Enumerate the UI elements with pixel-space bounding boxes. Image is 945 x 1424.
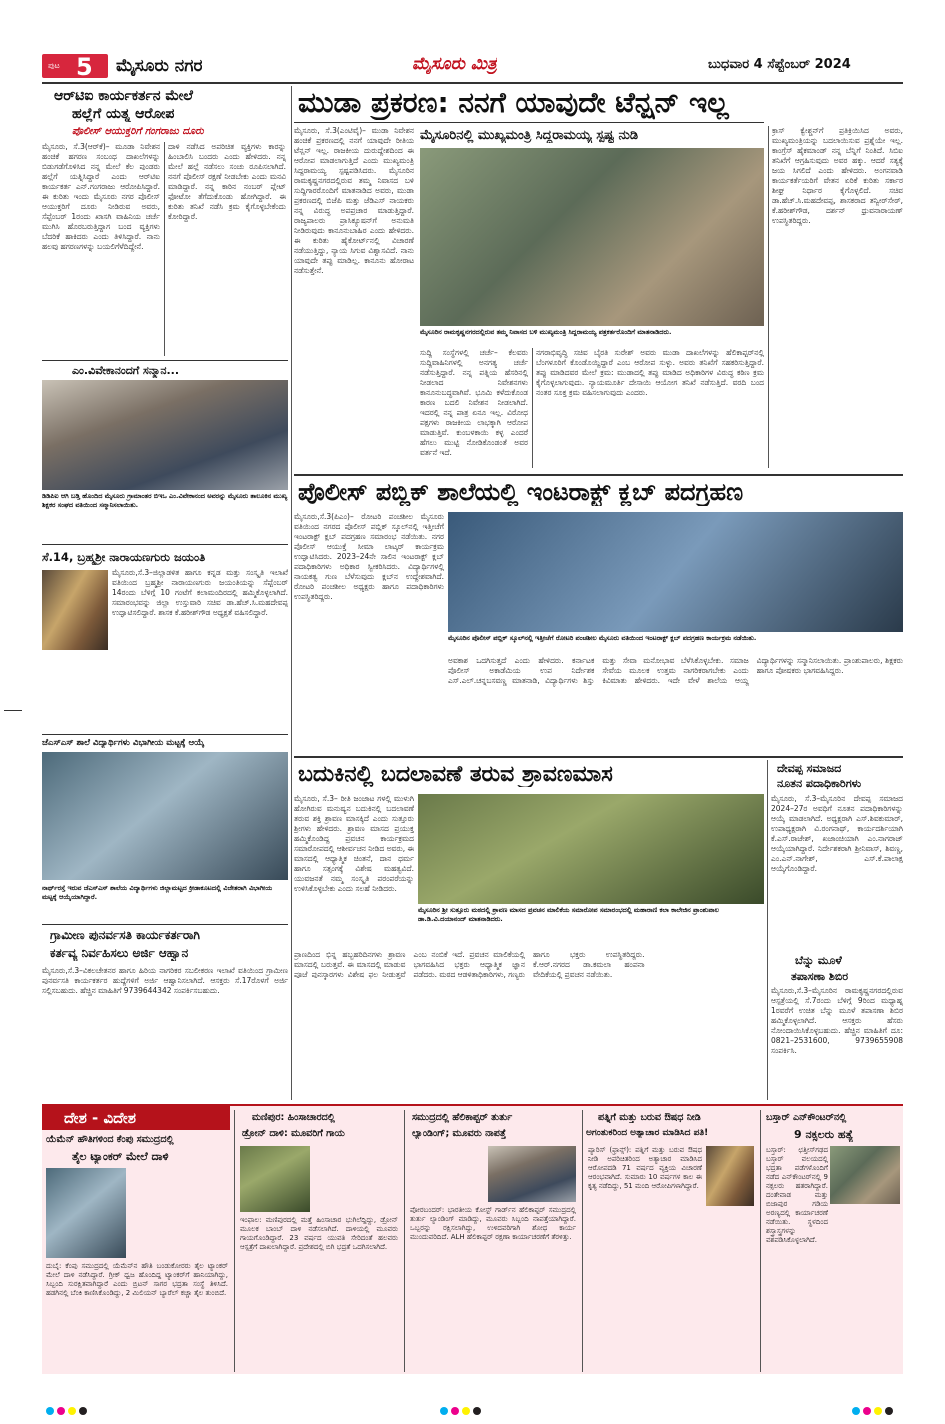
drone-photo: [240, 1146, 310, 1212]
world-story-yemen: ಯೆಮೆನ್ ಹೌತಿಗಳಿಂದ ಕೆಂಪು ಸಮುದ್ರದಲ್ಲಿ ತೈಲ ಟ್ಯಾಂಕರ್ ಮೇಲೆ ದಾಳಿ ದುಬೈ: ಕೆಂಪು ಸಮುದ್ರದಲ್ಲಿ ಯೆಮೆನ್‌ನ ಹೌತಿ ಬಂಡುಕೋರರು ತೈಲ ಟ್ಯಾಂಕರ್ ಮೇಲೆ ದಾಳಿ ನಡೆಸಿದ್ದಾರೆ. ಗ್ರೀಕ್ ಧ್ವಜ ಹೊಂದಿದ್ದ ಟ್ಯಾಂಕರ್‌ಗೆ ಹಾನಿಯಾಗಿದ್ದು, ಸಿಬ್ಬಂದಿ ಸುರಕ್ಷಿತವಾಗಿದ್ದಾರೆ ಎಂದು ಬ್ರಿಟನ್ ಸಾಗರ ಭದ್ರತಾ ಸಂಸ್ಥೆ ತಿಳಿಸಿದೆ. ಹಡಗಿನಲ್ಲಿ ಬೆಂಕಿ ಕಾಣಿಸಿಕೊಂಡಿದ್ದು, 2 ಮಿಲಿಯನ್ ಬ್ಯಾರೆಲ್ ಕಚ್ಚಾ ತೈಲ ತುಂಬಿದೆ.: [46, 1134, 228, 1297]
world-story-bastar: ಬಸ್ತಾರ್ ಎನ್‌ಕೌಂಟರ್‌ನಲ್ಲಿ 9 ನಕ್ಸಲರು ಹತ್ಯೆ ಬಸ್ತಾರ್: ಛತ್ತೀಸ್‌ಗಢದ ಬಸ್ತಾರ್ ವಲಯದಲ್ಲಿ ಭದ್ರತಾ ಪಡೆಗಳೊಂದಿಗೆ ನಡೆದ ಎನ್‌ಕೌಂಟರ್‌ನಲ್ಲಿ 9 ನಕ್ಸಲರು ಹತರಾಗಿದ್ದಾರೆ. ದಂತೇವಾಡ ಮತ್ತು ಬಿಜಾಪುರ ಗಡಿಯ ಅರಣ್ಯದಲ್ಲಿ ಕಾರ್ಯಾಚರಣೆ ನಡೆಯಿತು. ಸ್ಥಳದಿಂದ ಶಸ್ತ್ರಾಸ್ತ್ರಗಳನ್ನು ವಶಪಡಿಸಿಕೊಳ್ಳಲಾಗಿದೆ.: [764, 1110, 903, 1374]
france-illustration: [706, 1146, 754, 1206]
rural-rehab-title-2: ಕರ್ತವ್ಯ ನಿರ್ವಹಿಸಲು ಅರ್ಜಿ ಆಹ್ವಾನ: [50, 946, 189, 960]
world-story-france: ಪತ್ನಿಗೆ ಮತ್ತು ಬರುವ ಔಷಧ ನೀಡಿ ಅಗಂತುಕರಿಂದ ಅತ್ಯಾಚಾರ ಮಾಡಿಸಿದ ಪತಿ! ಪ್ಯಾರಿಸ್ (ಫ್ರಾನ್ಸ್): ಪತ್ನಿಗೆ ಮತ್ತು ಬರುವ ಔಷಧ ನೀಡಿ ಅಪರಿಚಿತರಿಂದ ಅತ್ಯಾಚಾರ ಮಾಡಿಸಿದ ಆರೋಪದಡಿ 71 ವರ್ಷದ ವ್ಯಕ್ತಿಯ ವಿಚಾರಣೆ ಆರಂಭವಾಗಿದೆ. ಸುಮಾರು 10 ವರ್ಷಗಳ ಕಾಲ ಈ ಕೃತ್ಯ ನಡೆದಿದ್ದು, 51 ಮಂದಿ ಆರೋಪಿಗಳಾಗಿದ್ದಾರೆ.: [586, 1110, 756, 1374]
muda-body-lower: ನಗರಾಭಿವೃದ್ಧಿ ಸಚಿವ ಬೈರತಿ ಸುರೇಶ್ ಅವರು ಮುಡಾ ದಾಖಲೆಗಳನ್ನು ಹೆಲಿಕಾಪ್ಟರ್‌ನಲ್ಲಿ ಬೆಂಗಳೂರಿಗೆ ಕೊಂಡೊಯ್ದಿದ್ದಾರೆ ಎಂಬ ಆರೋಪ ಸುಳ್ಳು. ಅವರು ತನಿಖೆಗೆ ಸಹಕರಿಸುತ್ತಿದ್ದಾರೆ. ತಪ್ಪು ಮಾಡಿದವರ ಮೇಲೆ ಕ್ರಮ: ಮುಡಾದಲ್ಲಿ ತಪ್ಪು ಮಾಡಿದ ಅಧಿಕಾರಿಗಳ ವಿರುದ್ಧ ಕಠಿಣ ಕ್ರಮ ಕೈಗೊಳ್ಳಲಾಗುವುದು. ನ್ಯಾಯಮೂರ್ತಿ ದೇಸಾಯಿ ಆಯೋಗ ತನಿಖೆ ನಡೆಸುತ್ತಿದೆ. ವರದಿ ಬಂದ ನಂತರ ಸೂಕ್ತ ಕ್ರಮ ವಹಿಸಲಾಗುವುದು ಎಂದರು.: [536, 348, 764, 397]
deva-title-1: ದೇವಪ್ಪ ಸಮಾಜದ: [777, 762, 842, 775]
narayana-guru-portrait: [42, 570, 108, 650]
rti-headline-2: ಹಲ್ಲೆಗೆ ಯತ್ನ ಆರೋಪ: [72, 106, 175, 122]
guru-jayanti-body: ಮೈಸೂರು,ಸೆ.3–ಜಿಲ್ಲಾಡಳಿತ ಹಾಗೂ ಕನ್ನಡ ಮತ್ತು ಸಂಸ್ಕೃತಿ ಇಲಾಖೆ ವತಿಯಿಂದ ಬ್ರಹ್ಮಶ್ರೀ ನಾರಾಯಣಗುರು ಜಯಂತಿಯನ್ನು ಸೆಪ್ಟೆಂಬರ್ 14ರಂದು ಬೆಳಿಗ್ಗೆ 10 ಗಂಟೆಗೆ ಕಲಾಮಂದಿರದಲ್ಲಿ ಹಮ್ಮಿಕೊಳ್ಳಲಾಗಿದೆ. ಸಮಾರಂಭವನ್ನು ಜಿಲ್ಲಾ ಉಸ್ತುವಾರಿ ಸಚಿವ ಡಾ.ಹೆಚ್.ಸಿ.ಮಹದೇವಪ್ಪ ಉದ್ಘಾಟಿಸಲಿದ್ದಾರೆ. ಶಾಸಕ ಕೆ.ಹರೀಶ್‌ಗೌಡ ಅಧ್ಯಕ್ಷತೆ ವಹಿಸಲಿದ್ದಾರೆ.: [112, 568, 288, 617]
helicopter-photo: [488, 1146, 576, 1202]
police-school-caption: ಮೈಸೂರಿನ ಪೊಲೀಸ್ ಪಬ್ಲಿಕ್ ಸ್ಕೂಲ್‌ನಲ್ಲಿ ಇತ್ತೀಚೆಗೆ ರೋಟರಿ ಪಂಚಶೀಲ ಮೈಸೂರು ವತಿಯಿಂದ ಇಂಟರಾಕ್ಟ್ ಕ್ಲಬ್ ಪದಗ್ರಹಣ ಕಾರ್ಯಕ್ರಮ ನಡೆಯಿತು.: [448, 634, 757, 642]
world-story-manipur: ಮಣಿಪುರ: ಹಿಂಸಾಚಾರದಲ್ಲಿ ಡ್ರೋನ್ ದಾಳಿ: ಮೂವರಿಗೆ ಗಾಯ ಇಂಫಾಲ: ಮಣಿಪುರದಲ್ಲಿ ಮತ್ತೆ ಹಿಂಸಾಚಾರ ಭುಗಿಲೆದ್ದಿದ್ದು, ಡ್ರೋನ್ ಮೂಲಕ ಬಾಂಬ್ ದಾಳಿ ನಡೆಸಲಾಗಿದೆ. ದಾಳಿಯಲ್ಲಿ ಮೂವರು ಗಾಯಗೊಂಡಿದ್ದಾರೆ. 23 ವರ್ಷದ ಯುವತಿ ಸೇರಿದಂತೆ ಹಲವರು ಆಸ್ಪತ್ರೆಗೆ ದಾಖಲಾಗಿದ್ದಾರೆ. ಪ್ರದೇಶದಲ್ಲಿ ಬಿಗಿ ಭದ್ರತೆ ಒದಗಿಸಲಾಗಿದೆ.: [240, 1112, 398, 1251]
header-rule: [42, 82, 903, 84]
spine-title-2: ತಪಾಸಣಾ ಶಿಬಿರ: [791, 970, 849, 983]
muda-body-mid: ಸುದ್ದಿ ಸಂಸ್ಥೆಗಳಲ್ಲಿ ಚರ್ಚೆ– ಕೆಲವರು ಸುದ್ದಿವಾಹಿನಿಗಳಲ್ಲಿ ಅನಗತ್ಯ ಚರ್ಚೆ ನಡೆಸುತ್ತಿದ್ದಾರೆ. ನನ್ನ ಪತ್ನಿಯ ಹೆಸರಿನಲ್ಲಿ ನೀಡಲಾದ ನಿವೇಶನಗಳು ಕಾನೂನುಬದ್ಧವಾಗಿವೆ. ಭೂಮಿ ಕಳೆದುಕೊಂಡ ಕಾರಣ ಬದಲಿ ನಿವೇಶನ ನೀಡಲಾಗಿದೆ. ಇದರಲ್ಲಿ ನನ್ನ ಪಾತ್ರ ಏನೂ ಇಲ್ಲ. ವಿರೋಧ ಪಕ್ಷಗಳು ರಾಜಕೀಯ ಲಾಭಕ್ಕಾಗಿ ಆರೋಪ ಮಾಡುತ್ತಿವೆ. ಕುಂಬಳಕಾಯಿ ಕಳ್ಳ ಎಂದರೆ ಹೆಗಲು ಮುಟ್ಟಿ ನೋಡಿಕೊಂಡಂತೆ ಅವರ ವರ್ತನೆ ಇದೆ.: [420, 348, 528, 457]
shravana-caption: ಮೈಸೂರಿನ ಶ್ರೀ ಸುತ್ತೂರು ಮಠದಲ್ಲಿ ಶ್ರಾವಣ ಮಾಸದ ಪ್ರವಚನ ಮಾಲಿಕೆಯ ಸಮಾರೋಪ ಸಮಾರಂಭದಲ್ಲಿ ಮಹಾರಾಣಿ ಕಲಾ ಕಾಲೇಜಿನ ಪ್ರಾಂಶುಪಾಲ ಡಾ.ಡಿ.ವಿ.ದಯಾನಂದ್ ಮಾತನಾಡಿದರು.: [418, 906, 719, 923]
muda-story: [294, 86, 903, 474]
shravana-body-left: ಮೈಸೂರು, ಸೆ.3– ರೀತಿ ಜಂಜಾಟ ಗಳಲ್ಲಿ ಮುಳುಗಿ ಹೋಗಿರುವ ಮನುಷ್ಯನ ಬದುಕಿನಲ್ಲಿ ಬದಲಾವಣೆ ತರುವ ಶಕ್ತಿ ಶ್ರಾವಣ ಮಾಸಕ್ಕಿದೆ ಎಂದು ಸುತ್ತೂರು ಶ್ರೀಗಳು ಹೇಳಿದರು. ಶ್ರಾವಣ ಮಾಸದ ಪ್ರಯುಕ್ತ ಹಮ್ಮಿಕೊಂಡಿದ್ದ ಪ್ರವಚನ ಕಾರ್ಯಕ್ರಮದ ಸಮಾರೋಪದಲ್ಲಿ ಆಶೀರ್ವಚನ ನೀಡಿದ ಅವರು, ಈ ಮಾಸದಲ್ಲಿ ಆಧ್ಯಾತ್ಮಿಕ ಚಿಂತನೆ, ದಾನ ಧರ್ಮ ಹಾಗೂ ಸತ್ಸಂಗಕ್ಕೆ ವಿಶೇಷ ಮಹತ್ವವಿದೆ. ಯುವಜನತೆ ನಮ್ಮ ಸಂಸ್ಕೃತಿ ಪರಂಪರೆಯನ್ನು ಉಳಿಸಿಕೊಳ್ಳಬೇಕು ಎಂದು ಸಲಹೆ ನೀಡಿದರು.: [294, 794, 414, 893]
section-name: ಮೈಸೂರು ನಗರ: [116, 56, 203, 76]
spine-title-1: ಬೆನ್ನು ಮೂಳೆ: [795, 954, 842, 967]
world-band-label: ದೇಶ - ವಿದೇಶ: [42, 1106, 230, 1130]
muda-headline: ಮುಡಾ ಪ್ರಕರಣ: ನನಗೆ ಯಾವುದೇ ಟೆನ್ಷನ್ ಇಲ್ಲ: [298, 86, 729, 119]
registration-marks-left: [46, 1400, 90, 1419]
registration-marks-right: [852, 1400, 896, 1419]
page-label: ಪುಟ: [48, 61, 60, 70]
police-school-photo: [448, 512, 903, 632]
police-school-headline: ಪೊಲೀಸ್ ಪಬ್ಲಿಕ್ ಶಾಲೆಯಲ್ಲಿ ಇಂಟರಾಕ್ಟ್ ಕ್ಲಬ್ ಪದಗ್ರಹಣ: [298, 478, 744, 506]
felicitation-caption: ಡಿಡಿಪಿಐ ಆಗಿ ಬಡ್ತಿ ಹೊಂದಿದ ಮೈಸೂರು ಗ್ರಾಮಾಂತರ ಬಿಇಒ ಎಂ.ವಿವೇಕಾನಂದ ಅವರನ್ನು ಮೈಸೂರು ತಾಲೂಕಿನ ಮುಖ್ಯ ಶಿಕ್ಷಕರ ಸಂಘದ ವತಿಯಿಂದ ಸನ್ಮಾನಿಸಲಾಯಿತು.: [42, 492, 288, 509]
students-photo: [42, 752, 288, 880]
shravana-photo: [418, 794, 764, 904]
students-caption: ನಾರ್ಥ್‌ರಸ್ತೆ ಇರುವ ಜೆಎಸ್‌ಎಸ್ ಶಾಲೆಯ ವಿದ್ಯಾರ್ಥಿಗಳು ಜಿಲ್ಲಾಮಟ್ಟದ ಕ್ರೀಡಾಕೂಟದಲ್ಲಿ ವಿಜೇತರಾಗಿ ವಿಭಾಗೀಯ ಮಟ್ಟಕ್ಕೆ ಆಯ್ಕೆಯಾಗಿದ್ದಾರೆ.: [42, 884, 273, 901]
students-title: ಜೆಎಸ್‌ಎಸ್ ಶಾಲೆ ವಿದ್ಯಾರ್ಥಿಗಳು ವಿಭಾಗೀಯ ಮಟ್ಟಕ್ಕೆ ಆಯ್ಕೆ: [42, 738, 205, 748]
bastar-photo: [830, 1146, 900, 1204]
police-school-story: [294, 478, 903, 754]
felicitation-title: ಎಂ.ವಿವೇಕಾನಂದಗೆ ಸನ್ಮಾನ...: [72, 364, 180, 377]
registration-marks-center: [440, 1400, 484, 1419]
shravana-story: [294, 760, 764, 1100]
rural-rehab-body: ಮೈಸೂರು,ಸೆ.3–ವಿಕಲಚೇತನರ ಹಾಗೂ ಹಿರಿಯ ನಾಗರಿಕರ ಸಬಲೀಕರಣ ಇಲಾಖೆ ವತಿಯಿಂದ ಗ್ರಾಮೀಣ ಪುನರ್ವಸತಿ ಕಾರ್ಯಕರ್ತರ ಹುದ್ದೆಗಳಿಗೆ ಅರ್ಜಿ ಆಹ್ವಾನಿಸಲಾಗಿದೆ. ಆಸಕ್ತರು ಸೆ.17ರೊಳಗೆ ಅರ್ಜಿ ಸಲ್ಲಿಸಬಹುದು. ಹೆಚ್ಚಿನ ಮಾಹಿತಿಗೆ 9739644342 ಸಂಪರ್ಕಿಸಬಹುದು.: [42, 966, 288, 995]
muda-cm-photo: [420, 148, 764, 326]
page-header: [42, 50, 903, 82]
masthead-logo: ಮೈಸೂರು ಮಿತ್ರ: [412, 54, 497, 74]
left-column: [42, 86, 288, 1100]
world-story-helicopter: ಸಮುದ್ರದಲ್ಲಿ ಹೆಲಿಕಾಪ್ಟರ್ ತುರ್ತು ಲ್ಯಾಂಡಿಂಗ್; ಮೂವರು ನಾಪತ್ತೆ ಪೋರಬಂದರ್: ಭಾರತೀಯ ಕೋಸ್ಟ್ ಗಾರ್ಡ್‌ನ ಹೆಲಿಕಾಪ್ಟರ್ ಸಮುದ್ರದಲ್ಲಿ ತುರ್ತು ಲ್ಯಾಂಡಿಂಗ್ ಮಾಡಿದ್ದು, ಮೂವರು ಸಿಬ್ಬಂದಿ ನಾಪತ್ತೆಯಾಗಿದ್ದಾರೆ. ಒಬ್ಬರನ್ನು ರಕ್ಷಿಸಲಾಗಿದ್ದು, ಉಳಿದವರಿಗಾಗಿ ಶೋಧ ಕಾರ್ಯ ಮುಂದುವರಿದಿದೆ. ALH ಹೆಲಿಕಾಪ್ಟರ್ ರಕ್ಷಣಾ ಕಾರ್ಯಾಚರಣೆಗೆ ತೆರಳಿತ್ತು.: [410, 1112, 576, 1241]
rural-rehab-title-1: ಗ್ರಾಮೀಣ ಪುನರ್ವಸತಿ ಕಾರ್ಯಕರ್ತರಾಗಿ: [50, 928, 200, 942]
felicitation-photo: [42, 380, 288, 490]
right-column: [771, 760, 903, 1100]
rti-body-b: ದಾಳಿ ನಡೆಸಿದ ಅಪರಿಚಿತ ವ್ಯಕ್ತಿಗಳು ಕಾರನ್ನು ಹಿಂಬಾಲಿಸಿ ಬಂದರು ಎಂದು ಹೇಳಿದರು. ನನ್ನ ಮೇಲೆ ಹಲ್ಲೆ ನಡೆಸಲು ಸಂಚು ರೂಪಿಸಲಾಗಿದೆ. ನನಗೆ ಪೊಲೀಸ್ ರಕ್ಷಣೆ ನೀಡಬೇಕು ಎಂದು ಮನವಿ ಮಾಡಿದ್ದಾರೆ. ನನ್ನ ಕಾರಿನ ನಂಬರ್ ಪ್ಲೇಟ್ ಫೋಟೋ ತೆಗೆದುಕೊಂಡು ಹೋಗಿದ್ದಾರೆ. ಈ ಕುರಿತು ತನಿಖೆ ನಡೆಸಿ ಕ್ರಮ ಕೈಗೊಳ್ಳಬೇಕೆಂದು ಕೋರಿದ್ದಾರೆ.: [168, 142, 286, 221]
world-news-section: [42, 1104, 903, 1374]
rti-body-a: ಮೈಸೂರು, ಸೆ.3(ಆರ್‌ಕೆ)– ಮೂಡಾ ನಿವೇಶನ ಹಂಚಿಕೆ ಹಗರಣ ಸಂಬಂಧ ದಾಖಲೆಗಳನ್ನು ಬಿಡುಗಡೆಗೊಳಿಸಿದ ನನ್ನ ಮೇಲೆ ಕೆಲ ಪುಂಡರು ಹಲ್ಲೆಗೆ ಯತ್ನಿಸಿದ್ದಾರೆ ಎಂದು ಆರ್‌ಟಿಐ ಕಾರ್ಯಕರ್ತ ಎನ್.ಗಂಗರಾಜು ಆರೋಪಿಸಿದ್ದಾರೆ. ಈ ಕುರಿತು ಇಂದು ಮೈಸೂರು ನಗರ ಪೊಲೀಸ್ ಆಯುಕ್ತರಿಗೆ ದೂರು ನೀಡಿರುವ ಅವರು, ಸೆಪ್ಟೆಂಬರ್ 1ರಂದು ಖಾಸಗಿ ವಾಹಿನಿಯ ಚರ್ಚೆ ಮುಗಿಸಿ ಹೊರಬರುತ್ತಿದ್ದಾಗ ಬಂದ ವ್ಯಕ್ತಿಗಳು ಬೆದರಿಕೆ ಹಾಕಿದರು ಎಂದು ತಿಳಿಸಿದ್ದಾರೆ. ನಾನು ಹಲವು ಹಗರಣಗಳನ್ನು ಬಯಲಿಗೆಳೆದಿದ್ದೇನೆ.: [42, 142, 160, 251]
page-badge: [42, 53, 108, 81]
page-number: 5: [76, 53, 93, 81]
rti-subhead: ಪೊಲೀಸ್ ಆಯುಕ್ತರಿಗೆ ಗಂಗರಾಜು ದೂರು: [72, 126, 204, 137]
police-school-body: ಮೈಸೂರು,ಸೆ.3(ಪಿಎಂ)– ರೋಟರಿ ಪಂಚಶೀಲ ಮೈಸೂರು ವತಿಯಿಂದ ನಗರದ ಪೊಲೀಸ್ ಪಬ್ಲಿಕ್ ಸ್ಕೂಲ್‌ನಲ್ಲಿ ಇತ್ತೀಚೆಗೆ ಇಂಟರಾಕ್ಟ್ ಕ್ಲಬ್ ಪದಗ್ರಹಣ ಸಮಾರಂಭ ನಡೆಯಿತು. ನಗರ ಪೊಲೀಸ್ ಆಯುಕ್ತೆ ಸೀಮಾ ಲಾಟ್ಕರ್ ಕಾರ್ಯಕ್ರಮ ಉದ್ಘಾಟಿಸಿದರು. 2023–24ನೇ ಸಾಲಿನ ಇಂಟರಾಕ್ಟ್ ಕ್ಲಬ್ ಪದಾಧಿಕಾರಿಗಳು ಅಧಿಕಾರ ಸ್ವೀಕರಿಸಿದರು. ವಿದ್ಯಾರ್ಥಿಗಳಲ್ಲಿ ನಾಯಕತ್ವ ಗುಣ ಬೆಳೆಸುವುದು ಕ್ಲಬ್‌ನ ಉದ್ದೇಶವಾಗಿದೆ. ರೋಟರಿ ಪಂಚಶೀಲ ಅಧ್ಯಕ್ಷರು ಹಾಗೂ ಪದಾಧಿಕಾರಿಗಳು ಉಪಸ್ಥಿತರಿದ್ದರು.: [294, 512, 444, 601]
rti-headline-1: ಆರ್‌ಟಿಐ ಕಾರ್ಯಕರ್ತನ ಮೇಲೆ: [54, 88, 193, 104]
muda-photo-caption: ಮೈಸೂರಿನ ರಾಮಕೃಷ್ಣನಗರದಲ್ಲಿರುವ ತಮ್ಮ ನಿವಾಸದ ಬಳಿ ಮುಖ್ಯಮಂತ್ರಿ ಸಿದ್ದರಾಮಯ್ಯ ಪತ್ರಕರ್ತರೊಂದಿಗೆ ಮಾತನಾಡಿದರು.: [420, 328, 672, 336]
deva-title-2: ನೂತನ ಪದಾಧಿಕಾರಿಗಳು: [777, 777, 862, 790]
spine-body: ಮೈಸೂರು,ಸೆ.3–ಮೈಸೂರಿನ ರಾಮಕೃಷ್ಣನಗರದಲ್ಲಿರುವ ಆಸ್ಪತ್ರೆಯಲ್ಲಿ ಸೆ.7ರಂದು ಬೆಳಿಗ್ಗೆ 9ರಿಂದ ಮಧ್ಯಾಹ್ನ 1ರವರೆಗೆ ಉಚಿತ ಬೆನ್ನು ಮೂಳೆ ತಪಾಸಣಾ ಶಿಬಿರ ಹಮ್ಮಿಕೊಳ್ಳಲಾಗಿದೆ. ಆಸಕ್ತರು ಹೆಸರು ನೋಂದಾಯಿಸಿಕೊಳ್ಳಬಹುದು. ಹೆಚ್ಚಿನ ಮಾಹಿತಿಗೆ ದೂ: 0821–2531600, 9739655908 ಸಂಪರ್ಕಿಸಿ.: [771, 986, 903, 1055]
muda-body-right: ಕ್ರಾಸ್ ಕ್ವೇಶ್ಚನ್‌ಗೆ ಪ್ರತಿಕ್ರಿಯಿಸಿದ ಅವರು, ಮುಖ್ಯಮಂತ್ರಿಯನ್ನು ಬದಲಾಯಿಸುವ ಪ್ರಶ್ನೆಯೇ ಇಲ್ಲ. ಕಾಂಗ್ರೆಸ್ ಹೈಕಮಾಂಡ್ ನನ್ನ ಬೆನ್ನಿಗೆ ನಿಂತಿದೆ. ಸಿಬಿಐ ತನಿಖೆಗೆ ಆಗ್ರಹಿಸುವುದು ಅವರ ಹಕ್ಕು. ಆದರೆ ಸತ್ಯಕ್ಕೆ ಜಯ ಸಿಗಲಿದೆ ಎಂದು ಹೇಳಿದರು. ಅಂಗನವಾಡಿ ಕಾರ್ಯಕರ್ತೆಯರಿಗೆ ವೇತನ ಏರಿಕೆ ಕುರಿತು ಸರ್ಕಾರ ಶೀಘ್ರ ನಿರ್ಧಾರ ಕೈಗೊಳ್ಳಲಿದೆ. ಸಚಿವ ಡಾ.ಹೆಚ್.ಸಿ.ಮಹದೇವಪ್ಪ, ಶಾಸಕರಾದ ತನ್ವೀರ್‌ಸೇಠ್, ಕೆ.ಹರೀಶ್‌ಗೌಡ, ದರ್ಶನ್ ಧ್ರುವನಾರಾಯಣ್ ಉಪಸ್ಥಿತರಿದ್ದರು.: [772, 126, 903, 225]
muda-subhead: ಮೈಸೂರಿನಲ್ಲಿ ಮುಖ್ಯಮಂತ್ರಿ ಸಿದ್ದರಾಮಯ್ಯ ಸ್ಪಷ್ಟ ನುಡಿ: [420, 128, 639, 143]
tanker-photo: [46, 1168, 126, 1258]
fold-mark: [4, 710, 22, 711]
shravana-body-lower: ಪ್ರಾಣದಿಂದ ಭಿನ್ನ ಹಬ್ಬಹರಿದಿನಗಳು ಶ್ರಾವಣ ಮಾಸದಲ್ಲಿ ಬರುತ್ತವೆ. ಈ ಮಾಸದಲ್ಲಿ ಮಾಡುವ ಪೂಜೆ ಪುನಸ್ಕಾರಗಳು ವಿಶೇಷ ಫಲ ನೀಡುತ್ತವೆ ಎಂಬ ನಂಬಿಕೆ ಇದೆ. ಪ್ರವಚನ ಮಾಲಿಕೆಯಲ್ಲಿ ಭಾಗವಹಿಸಿದ ಭಕ್ತರು ಆಧ್ಯಾತ್ಮಿಕ ಜ್ಞಾನ ಪಡೆದರು. ಮಠದ ಆಡಳಿತಾಧಿಕಾರಿಗಳು, ಗಣ್ಯರು ಹಾಗೂ ಭಕ್ತರು ಉಪಸ್ಥಿತರಿದ್ದರು. ಕೆ.ಆರ್.ನಗರದ ಡಾ.ಕಮಲಾ ಹಂಪನಾ ವೇದಿಕೆಯಲ್ಲಿ ಪ್ರವಚನ ನಡೆಯಿತು.: [294, 950, 645, 979]
deva-body: ಮೈಸೂರು, ಸೆ.3–ಮೈಸೂರಿನ ದೇವಪ್ಪ ಸಮಾಜದ 2024–27ರ ಅವಧಿಗೆ ನೂತನ ಪದಾಧಿಕಾರಿಗಳನ್ನು ಆಯ್ಕೆ ಮಾಡಲಾಗಿದೆ. ಅಧ್ಯಕ್ಷರಾಗಿ ಎಸ್.ಶಿವಕುಮಾರ್, ಉಪಾಧ್ಯಕ್ಷರಾಗಿ ವಿ.ರಂಗನಾಥ್, ಕಾರ್ಯದರ್ಶಿಯಾಗಿ ಕೆ.ಎಸ್.ರಾಜೇಶ್, ಖಜಾಂಚಿಯಾಗಿ ಎಂ.ನಾಗರಾಜ್ ಆಯ್ಕೆಯಾಗಿದ್ದಾರೆ. ನಿರ್ದೇಶಕರಾಗಿ ಶ್ರೀನಿವಾಸ್, ಶಿವಣ್ಣ, ಎಂ.ಎನ್.ನಾಗೇಶ್, ಎಸ್.ಕೆ.ಪಾಲಾಕ್ಷ ಆಯ್ಕೆಗೊಂಡಿದ್ದಾರೆ.: [771, 794, 903, 873]
shravana-headline: ಬದುಕಿನಲ್ಲಿ ಬದಲಾವಣೆ ತರುವ ಶ್ರಾವಣಮಾಸ: [298, 762, 613, 787]
police-school-body-lower: ಅವಕಾಶ ಒದಗಿಸುತ್ತದೆ ಎಂದು ಹೇಳಿದರು. ಕರ್ನಾಟಕ ಪೊಲೀಸ್ ಅಕಾಡೆಮಿಯ ಉಪ ನಿರ್ದೇಶಕ ಎಸ್.ಎಲ್.ಚನ್ನಬಸವಣ್ಣ ಮಾತನಾಡಿ, ವಿದ್ಯಾರ್ಥಿಗಳು ಶಿಸ್ತು ಮತ್ತು ಸೇವಾ ಮನೋಭಾವ ಬೆಳೆಸಿಕೊಳ್ಳಬೇಕು. ಸಮಾಜ ಸೇವೆಯ ಮೂಲಕ ಉತ್ತಮ ನಾಗರಿಕರಾಗಬೇಕು ಎಂದು ಕಿವಿಮಾತು ಹೇಳಿದರು. ಇದೇ ವೇಳೆ ಶಾಲೆಯ ಆಯ್ದ ವಿದ್ಯಾರ್ಥಿಗಳನ್ನು ಸನ್ಮಾನಿಸಲಾಯಿತು. ಪ್ರಾಂಶುಪಾಲರು, ಶಿಕ್ಷಕರು ಹಾಗೂ ಪೋಷಕರು ಭಾಗವಹಿಸಿದ್ದರು.: [448, 656, 903, 685]
guru-jayanti-title: ಸೆ.14, ಬ್ರಹ್ಮಶ್ರೀ ನಾರಾಯಣಗುರು ಜಯಂತಿ: [42, 550, 206, 564]
page-date: ಬುಧವಾರ 4 ಸೆಪ್ಟೆಂಬರ್ 2024: [708, 57, 851, 72]
muda-body-left: ಮೈಸೂರು, ಸೆ.3(ಎಂಟಿವೈ)– ಮುಡಾ ನಿವೇಶನ ಹಂಚಿಕೆ ಪ್ರಕರಣದಲ್ಲಿ ನನಗೆ ಯಾವುದೇ ರೀತಿಯ ಟೆನ್ಷನ್ ಇಲ್ಲ. ರಾಜಕೀಯ ದುರುದ್ದೇಶದಿಂದ ಈ ಆರೋಪ ಮಾಡಲಾಗುತ್ತಿದೆ ಎಂದು ಮುಖ್ಯಮಂತ್ರಿ ಸಿದ್ದರಾಮಯ್ಯ ಸ್ಪಷ್ಟಪಡಿಸಿದರು. ಮೈಸೂರಿನ ರಾಮಕೃಷ್ಣನಗರದಲ್ಲಿರುವ ತಮ್ಮ ನಿವಾಸದ ಬಳಿ ಸುದ್ದಿಗಾರರೊಂದಿಗೆ ಮಾತನಾಡಿದ ಅವರು, ಮುಡಾ ಪ್ರಕರಣದಲ್ಲಿ ಬಿಜೆಪಿ ಮತ್ತು ಜೆಡಿಎಸ್ ನಾಯಕರು ನನ್ನ ವಿರುದ್ಧ ಅಪಪ್ರಚಾರ ಮಾಡುತ್ತಿದ್ದಾರೆ. ರಾಜ್ಯಪಾಲರು ಪ್ರಾಸಿಕ್ಯೂಷನ್‌ಗೆ ಅನುಮತಿ ನೀಡಿರುವುದು ಕಾನೂನುಬಾಹಿರ ಎಂದು ಹೇಳಿದರು. ಈ ಕುರಿತು ಹೈಕೋರ್ಟ್‌ನಲ್ಲಿ ವಿಚಾರಣೆ ನಡೆಯುತ್ತಿದ್ದು, ನ್ಯಾಯ ಸಿಗುವ ವಿಶ್ವಾಸವಿದೆ. ನಾನು ಯಾವುದೇ ತಪ್ಪು ಮಾಡಿಲ್ಲ. ಕಾನೂನು ಹೋರಾಟ ನಡೆಸುತ್ತೇನೆ.: [294, 126, 414, 275]
